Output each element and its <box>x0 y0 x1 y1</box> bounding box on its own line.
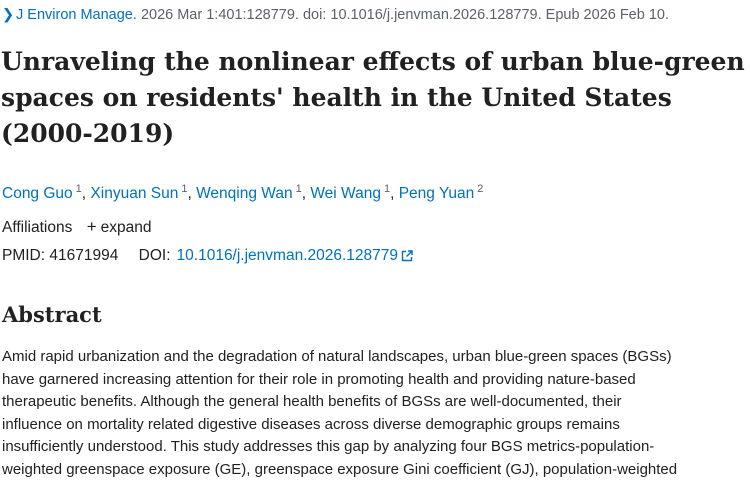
author-link[interactable]: Wei Wang <box>310 185 381 202</box>
doi-link[interactable] <box>177 247 414 264</box>
author-link[interactable]: Cong Guo <box>2 185 73 202</box>
affiliation-ref[interactable]: 1 <box>75 183 82 195</box>
citation-details: 2026 Mar 1:401:128779. doi: 10.1016/j.jenvman.2026.128779. Epub 2026 Feb 10. <box>140 7 669 23</box>
affiliation-ref[interactable]: 1 <box>295 183 302 195</box>
doi-label: DOI: <box>138 247 171 264</box>
external-link-icon <box>401 250 413 262</box>
author-link[interactable]: Peng Yuan <box>398 185 475 202</box>
expand-label: expand <box>100 219 152 236</box>
author-link[interactable]: Wenqing Wan <box>196 185 293 202</box>
abstract-line: weighted greenspace exposure (GE), greenspace exposure Gini coefficient (GJ), population-weighted <box>2 460 678 478</box>
abstract-line: therapeutic benefits. Although the general health benefits of BGSs are well-documented, their <box>2 393 622 411</box>
plus-icon: + <box>86 217 97 236</box>
pmid-value: 41671994 <box>49 247 119 264</box>
abstract-line: have garnered increasing attention for their role in promoting health and providing nature-based <box>2 370 636 388</box>
abstract-line: Amid rapid urbanization and the degradation of natural landscapes, urban blue-green spaces (BGSs) <box>2 348 672 365</box>
abstract-text <box>2 346 748 482</box>
affiliation-ref[interactable]: 1 <box>181 183 188 195</box>
article-title <box>1 44 746 152</box>
title-line: Unraveling the nonlinear effects of urban blue-green <box>1 47 745 76</box>
expand-affiliations-button[interactable] <box>87 219 152 236</box>
chevron-right-icon[interactable]: ❯ <box>2 7 15 23</box>
doi-value: 10.1016/j.jenvman.2026.128779 <box>176 247 399 264</box>
title-line: (2000-2019) <box>1 119 175 148</box>
abstract-line: insufficiently understood. This study addresses this gap by analyzing four BGS metrics-population- <box>2 438 655 456</box>
affiliations-label: Affiliations <box>2 219 73 236</box>
journal-link[interactable]: J Environ Manage. <box>16 7 137 23</box>
affiliation-ref[interactable]: 1 <box>383 183 391 195</box>
affiliation-ref[interactable]: 2 <box>477 183 484 195</box>
identifiers-row <box>2 245 413 267</box>
title-line: spaces on residents' health in the United States <box>1 83 672 112</box>
affiliations-row <box>2 216 151 239</box>
abstract-heading: Abstract <box>2 302 102 327</box>
abstract-line: influence on mortality related digestive diseases across diverse demographic groups remains <box>2 415 620 433</box>
author-link[interactable]: Xinyuan Sun <box>90 185 179 202</box>
citation-line <box>2 6 750 24</box>
pmid-label: PMID: <box>2 247 46 264</box>
author-list: Cong Guo $^1$, Xinyuan Sun $^1$, Wenqing Wan $^1$, Wei Wang $^1$, Peng Yuan $^2$ <box>2 183 484 202</box>
